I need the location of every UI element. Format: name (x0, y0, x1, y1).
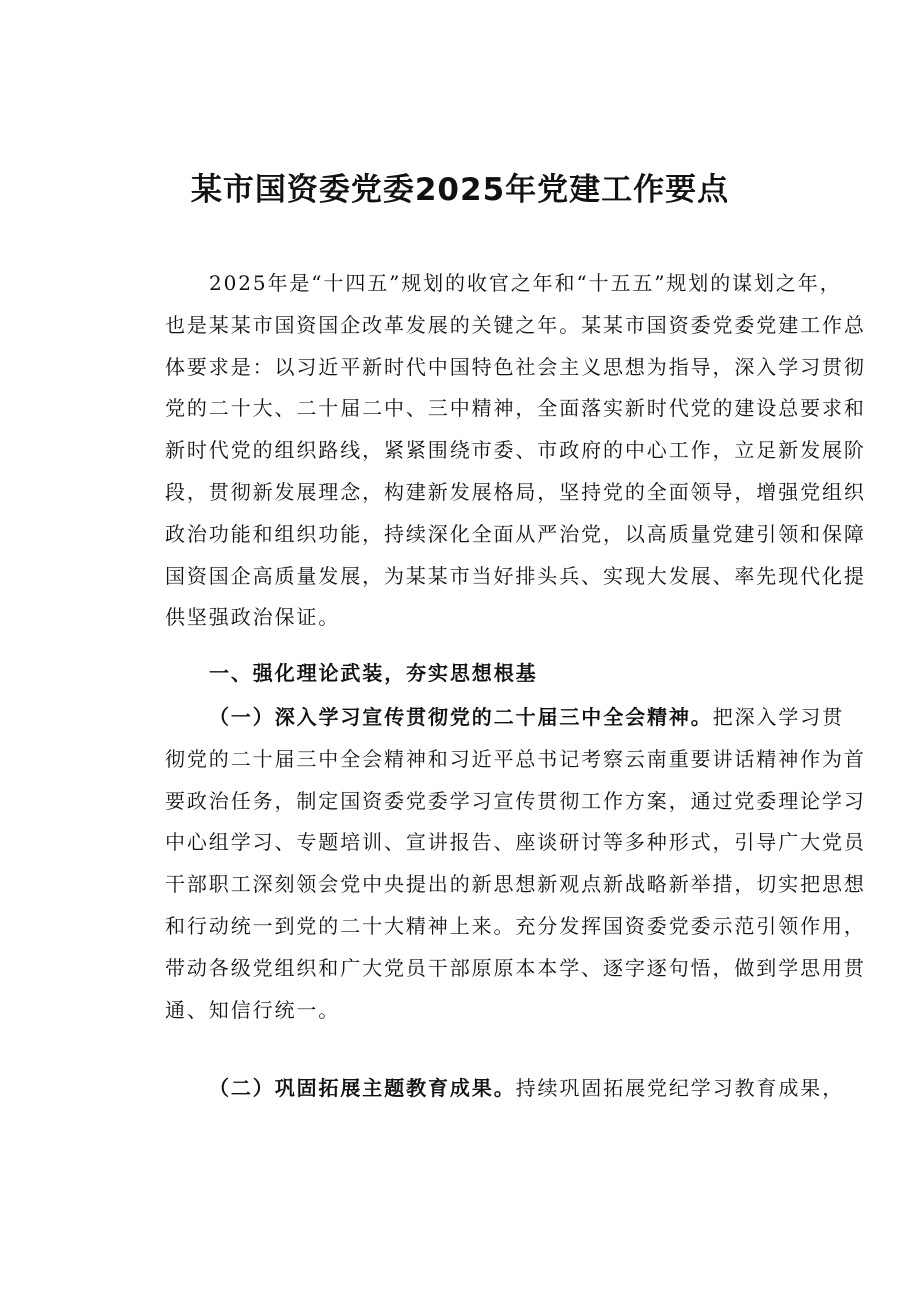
item2-paragraph (165, 1068, 845, 1110)
intro-line: 党的二十大、二十届二中、三中精神，全面落实新时代党的建设总要求和 (165, 396, 866, 421)
item1-lead: （一）深入学习宣传贯彻党的二十届三中全会精神。 (209, 705, 713, 729)
intro-line: 国资国企高质量发展，为某某市当好排头兵、实现大发展、率先现代化提 (165, 563, 866, 588)
item1-line: 中心组学习、专题培训、宣讲报告、座谈研讨等多种形式，引导广大党员 (165, 830, 866, 855)
intro-line: 也是某某市国资国企改革发展的关键之年。某某市国资委党委党建工作总 (165, 312, 866, 337)
intro-line: 新时代党的组织路线，紧紧围绕市委、市政府的中心工作，立足新发展阶 (165, 438, 866, 463)
item1-line: 彻党的二十届三中全会精神和习近平总书记考察云南重要讲话精神作为首 (165, 746, 866, 771)
item1-line: 带动各级党组织和广大党员干部原原本本学、逐字逐句悟，做到学思用贯 (165, 955, 866, 980)
section-heading (165, 653, 813, 695)
intro-line: 段，贯彻新发展理念，构建新发展格局，坚持党的全面领导，增强党组织 (165, 479, 866, 504)
intro-line: 2025年是“十四五”规划的收官之年和“十五五”规划的谋划之年， (209, 271, 842, 295)
document-title: 某市国资委党委2025年党建工作要点 (190, 172, 730, 208)
intro-line: 供坚强政治保证。 (165, 605, 341, 630)
item1-paragraph (165, 697, 866, 1031)
item1-line: 通、知信行统一。 (165, 997, 341, 1022)
intro-paragraph (165, 263, 866, 639)
intro-line: 体要求是：以习近平新时代中国特色社会主义思想为指导，深入学习贯彻 (165, 354, 866, 379)
item1-first-line (165, 697, 845, 739)
item2-lead: （二）巩固拓展主题教育成果。 (209, 1076, 516, 1100)
section-heading-text: 一、强化理论武装，夯实思想根基 (209, 661, 538, 685)
item1-line: 干部职工深刻领会党中央提出的新思想新观点新战略新举措，切实把思想 (165, 872, 866, 897)
item1-line: 要政治任务，制定国资委党委学习宣传贯彻工作方案，通过党委理论学习 (165, 788, 866, 813)
item1-line: 和行动统一到党的二十大精神上来。充分发挥国资委党委示范引领作用， (165, 913, 866, 938)
item1-first-line-rest: 把深入学习贯 (712, 705, 845, 729)
item2-first-line-rest: 持续巩固拓展党纪学习教育成果， (515, 1076, 845, 1100)
intro-line: 政治功能和组织功能，持续深化全面从严治党，以高质量党建引领和保障 (165, 521, 866, 546)
item2-first-line (165, 1068, 845, 1110)
